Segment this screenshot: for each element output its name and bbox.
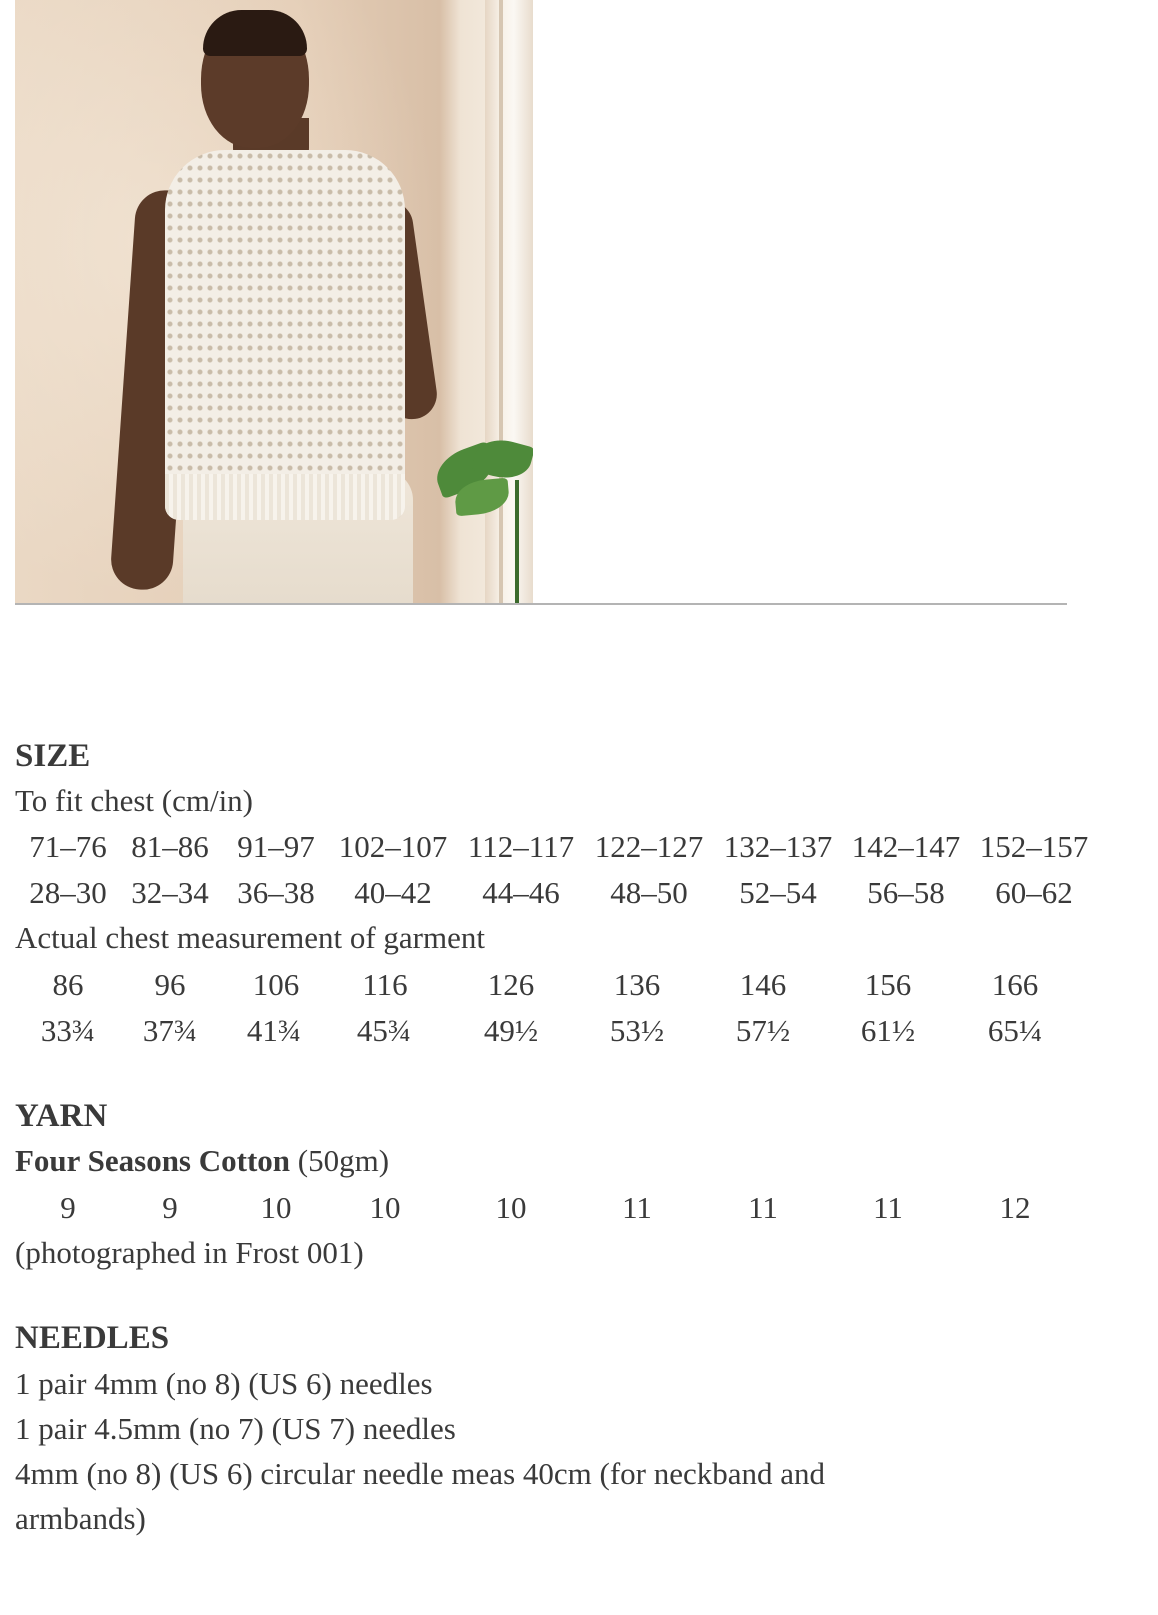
yarn-balls-cell: 10 [369,1190,401,1225]
yarn-balls-cell: 11 [873,1190,903,1225]
size-cm-cell: 71–76 [29,829,107,864]
actual-in-cell: 45¾ [356,1013,412,1048]
rib-hem [165,474,405,520]
actual-in-cell: 65¼ [987,1013,1043,1048]
size-in-cell: 40–42 [354,875,432,910]
yarn-name: Four Seasons Cotton [15,1143,291,1178]
actual-in-cell: 37¾ [142,1013,198,1048]
actual-cm-cell: 86 [52,967,84,1002]
size-cm-cell: 152–157 [979,829,1089,864]
actual-cm-cell: 126 [487,967,535,1002]
divider-line [15,603,1067,605]
yarn-balls-cell: 9 [60,1190,76,1225]
yarn-balls-cell: 10 [260,1190,292,1225]
actual-cm-cell: 166 [991,967,1039,1002]
actual-cm-row [15,969,1115,1005]
actual-in-cell: 61½ [860,1013,916,1048]
actual-cm-cell: 136 [613,967,661,1002]
plant [425,440,533,604]
size-in-cell: 60–62 [995,875,1073,910]
size-cm-cell: 132–137 [723,829,833,864]
actual-cm-cell: 116 [362,967,408,1002]
actual-in-cell: 41¾ [246,1013,302,1048]
size-in-cell: 32–34 [131,875,209,910]
yarn-balls-row [15,1192,1115,1228]
size-cm-cell: 102–107 [338,829,448,864]
needles-line: 1 pair 4.5mm (no 7) (US 7) needles [15,1411,456,1446]
actual-cm-cell: 146 [739,967,787,1002]
yarn-name-line [15,1145,389,1176]
needles-line: 1 pair 4mm (no 8) (US 6) needles [15,1366,433,1401]
needles-heading: NEEDLES [15,1320,170,1356]
size-in-row [15,877,1115,913]
knitted-top [165,150,405,520]
yarn-weight: (50gm) [297,1143,390,1178]
actual-in-row [15,1015,1115,1051]
size-cm-cell: 81–86 [131,829,209,864]
size-in-cell: 52–54 [739,875,817,910]
size-heading: SIZE [15,738,91,774]
size-cm-cell: 142–147 [851,829,961,864]
size-in-cell: 28–30 [29,875,107,910]
size-cm-cell: 122–127 [594,829,704,864]
model-head [201,10,309,148]
size-in-cell: 44–46 [482,875,560,910]
yarn-balls-cell: 9 [162,1190,178,1225]
size-fit-label: To fit chest (cm/in) [15,783,254,818]
size-cm-cell: 112–117 [467,829,575,864]
yarn-balls-cell: 12 [999,1190,1031,1225]
actual-in-cell: 53½ [609,1013,665,1048]
size-in-cell: 56–58 [867,875,945,910]
actual-cm-cell: 156 [864,967,912,1002]
yarn-balls-cell: 11 [748,1190,778,1225]
yarn-heading: YARN [15,1098,108,1134]
yarn-balls-cell: 11 [622,1190,652,1225]
needles-line: armbands) [15,1501,146,1536]
needles-line: 4mm (no 8) (US 6) circular needle meas 40cm (for neckband and [15,1456,826,1491]
actual-chest-label: Actual chest measurement of garment [15,920,485,955]
model-photo [15,0,533,604]
size-cm-cell: 91–97 [237,829,315,864]
actual-cm-cell: 106 [252,967,300,1002]
actual-in-cell: 49½ [483,1013,539,1048]
yarn-balls-cell: 10 [495,1190,527,1225]
size-cm-row [15,831,1115,867]
plant-stem [515,480,519,604]
actual-cm-cell: 96 [154,967,186,1002]
model-hair [203,10,307,56]
size-in-cell: 36–38 [237,875,315,910]
yarn-note: (photographed in Frost 001) [15,1235,364,1270]
actual-in-cell: 33¾ [40,1013,96,1048]
size-in-cell: 48–50 [610,875,688,910]
actual-in-cell: 57½ [735,1013,791,1048]
